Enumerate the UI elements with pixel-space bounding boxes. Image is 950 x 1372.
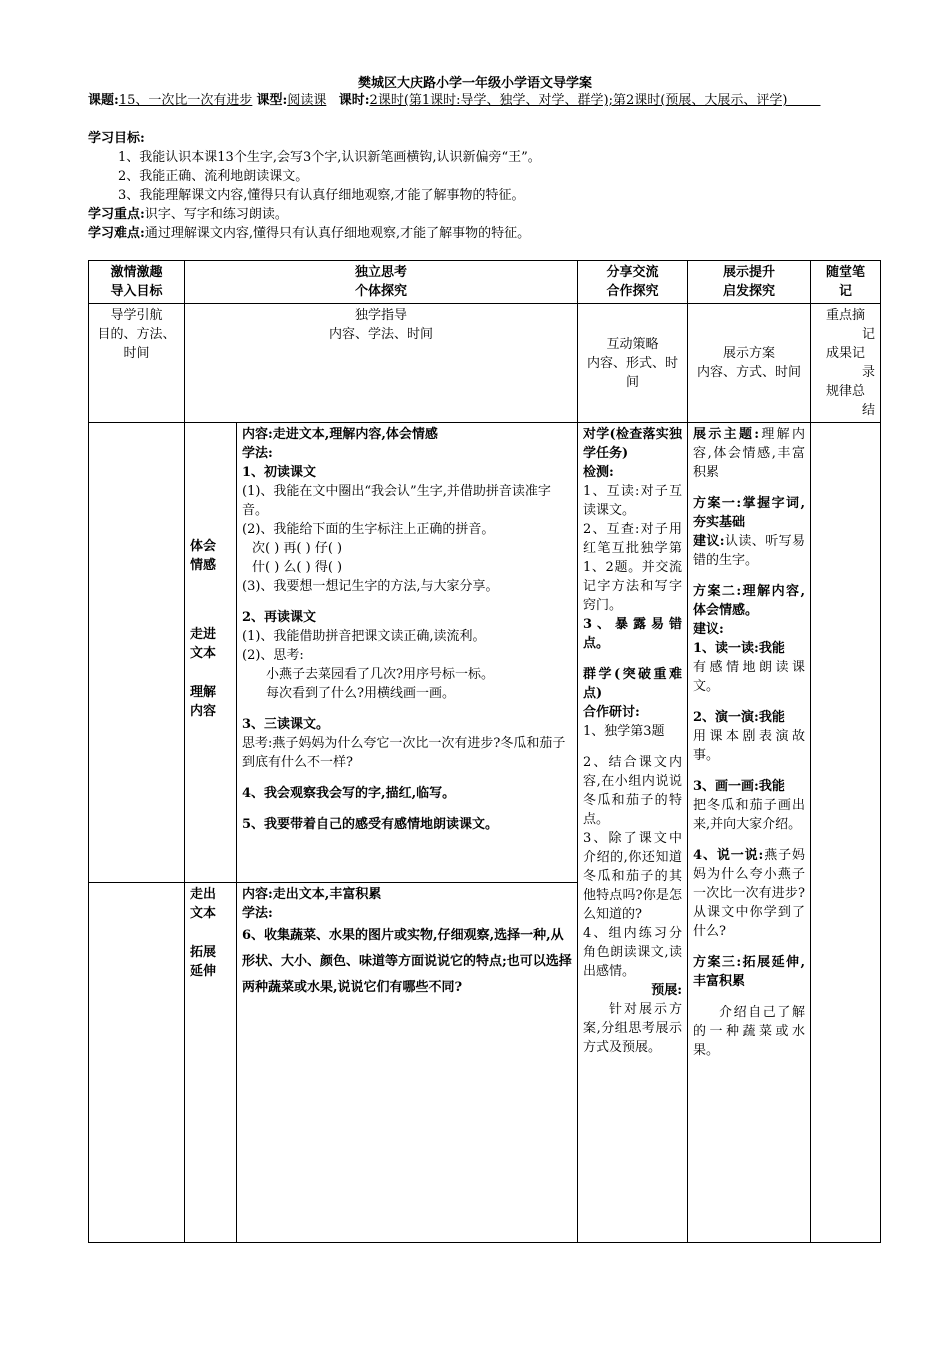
goal-2: 2、我能正确、流利地朗读课文。 xyxy=(118,169,309,184)
table-subheader-row xyxy=(89,304,881,423)
empty-cell xyxy=(89,883,185,1243)
key-points xyxy=(88,206,888,224)
table-row xyxy=(89,423,881,883)
lesson-meta xyxy=(88,92,888,109)
subheader-cell: 独学指导 内容、学法、时间 xyxy=(185,304,578,423)
header-cell: 激情激趣 导入目标 xyxy=(89,261,185,304)
lesson-label: 课题: xyxy=(88,93,119,108)
key-label: 学习重点: xyxy=(88,207,145,222)
type-value: 阅读课 xyxy=(287,93,327,108)
subheader-cell: 互动策略 内容、形式、时 间 xyxy=(578,304,688,423)
table-header-row xyxy=(89,261,881,304)
header-cell: 分享交流 合作探究 xyxy=(578,261,688,304)
diff-text: 通过理解课文内容,懂得只有认真仔细地观察,才能了解事物的特征。 xyxy=(144,226,531,241)
showcase-cell: 展示主题:理解内容,体会情感,丰富积累 方案一:掌握字词,夯实基础 建议:认读、听写易错的生字。 方案二:理解内容,体会情感。 建议: 1、读一读:我能 有感情地朗读课文。 2、演一演:我能 用课本剧表演故事。 3、画一画:我能 把冬瓜和茄子画出来,并向大家介绍。 4、说一说:燕子妈妈为什么夸小燕子一次比一次有进步?从课文中你学到了什么? 方案三:拓展延伸,丰富积累 介绍自己了解的一种蔬菜或水果。 xyxy=(688,423,811,1243)
header-cell: 独立思考 个体探究 xyxy=(185,261,578,304)
key-text: 识字、写字和练习朗读。 xyxy=(144,207,288,222)
goal-1: 1、我能认识本课13个生字,会写3个字,认识新笔画横钩,认识新偏旁“王”。 xyxy=(118,150,541,165)
goals-label: 学习目标: xyxy=(88,131,145,146)
subheader-cell: 导学引航 目的、方法、 时间 xyxy=(89,304,185,423)
side-label-2: 走出 文本 拓展 延伸 xyxy=(185,883,237,1243)
header-cell: 展示提升 启发探究 xyxy=(688,261,811,304)
diff-label: 学习难点: xyxy=(88,226,145,241)
difficult-points xyxy=(88,225,888,243)
notes-cell xyxy=(811,423,881,1243)
side-label-1: 体会 情感 走进 文本 理解 内容 xyxy=(185,423,237,883)
document-title: 樊城区大庆路小学一年级小学语文导学案 xyxy=(357,76,592,91)
type-label: 课型: xyxy=(256,93,288,108)
hours-value: 2课时(第1课时:导学、独学、对学、群学);第2课时(预展、大展示、评学) xyxy=(369,93,788,108)
interaction-cell: 对学(检查落实独学任务) 检测: 1、互读:对子互读课文。 2、互查:对子用红笔互批独学第1、2题。并交流记字方法和写字窍门。 3、暴露易错点。 群学(突破重难点) 合作研讨: 1、独学第3题 2、结合课文内容,在小组内说说冬瓜和茄子的特点。 3、除了课文中介绍的,你还知道冬瓜和茄子的其他特点吗?你是怎么知道的? 4、组内练习分角色朗读课文,读出感情。 预展: 针对展示方案,分组思考展示方式及预展。 xyxy=(578,423,688,1243)
content-cell-2: 内容:走出文本,丰富积累 学法: 6、收集蔬菜、水果的图片或实物,仔细观察,选择一种,从形状、大小、颜色、味道等方面说说它的特点;也可以选择两种蔬菜或水果,说说它们有哪些不同? xyxy=(237,883,578,1243)
subheader-cell: 展示方案 内容、方式、时间 xyxy=(688,304,811,423)
lesson-plan-table xyxy=(88,260,881,1243)
goal-3: 3、我能理解课文内容,懂得只有认真仔细地观察,才能了解事物的特征。 xyxy=(118,188,525,203)
header-cell: 随堂笔 记 xyxy=(811,261,881,304)
empty-cell xyxy=(89,423,185,883)
subheader-cell: 重点摘 记 成果记 录 规律总 结 xyxy=(811,304,881,423)
lesson-value: 15、一次比一次有进步 xyxy=(118,93,253,108)
content-cell-1: 内容:走进文本,理解内容,体会情感 学法: 1、初读课文 (1)、我能在文中圈出“我会认”生字,并借助拼音读准字音。 (2)、我能给下面的生字标注上正确的拼音。 次( ) 再( ) 仔( ) 什( ) 么( ) 得( ) (3)、我要想一想记生字的方法,与大家分享。 2、再读课文 (1)、我能借助拼音把课文读正确,读流利。 (2)、思考: 小燕子去菜园看了几次?用序号标一标。 每次看到了什么?用横线画一画。 3、三读课文。 思考:燕子妈妈为什么夸它一次比一次有进步?冬瓜和茄子到底有什么不一样? 4、我会观察我会写的字,描红,临写。 5、我要带着自己的感受有感情地朗读课文。 xyxy=(237,423,578,883)
hours-label: 课时: xyxy=(338,93,370,108)
